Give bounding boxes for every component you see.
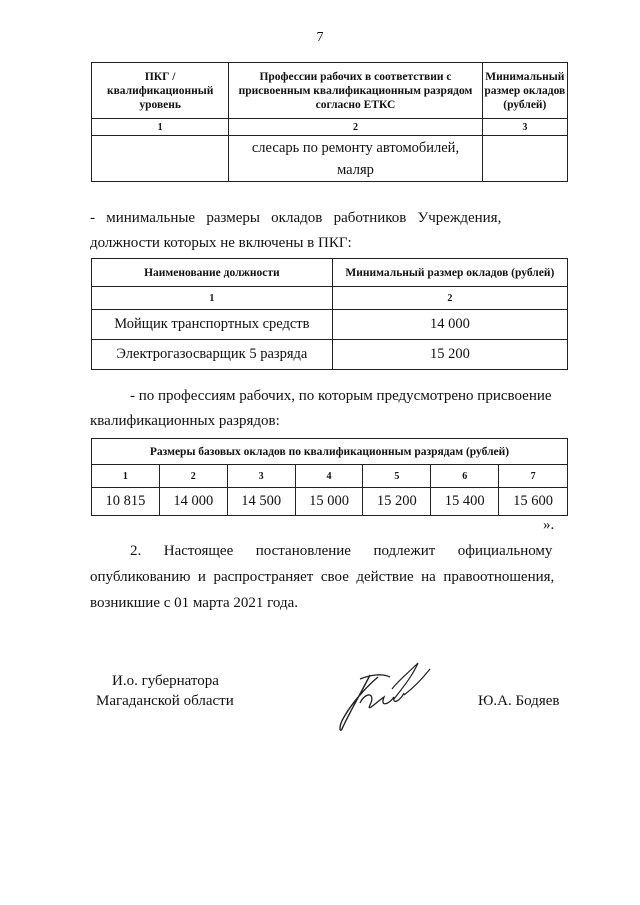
table3-salary-value: 15 000: [295, 488, 363, 516]
paragraph-line: должности которых не включены в ПКГ:: [90, 235, 352, 251]
table2-cell-salary: 15 200: [332, 340, 567, 370]
page-number: 7: [316, 30, 324, 45]
table3-salary-value: 15 600: [499, 488, 568, 516]
table1-header-professions: Профессии рабочих в соответствии с присвоенным квалификационным разрядом согласно ЕТКС: [229, 63, 482, 119]
table3-grade-number: 7: [499, 465, 568, 488]
table3-grade-number: 4: [295, 465, 363, 488]
table1-cell-pkg: [92, 136, 229, 182]
paragraph-line: опубликованию и распространяет свое действие на правоотношения,: [90, 569, 555, 585]
table2-col-number: 2: [332, 287, 567, 310]
table2-col-number: 1: [92, 287, 333, 310]
table3-salary-value: 10 815: [92, 488, 160, 516]
signatory-region: Магаданской области: [96, 693, 234, 709]
table3-grade-number: 6: [431, 465, 499, 488]
table3-grade-number: 5: [363, 465, 431, 488]
signatory-title: И.о. губернатора: [112, 673, 219, 689]
paragraph-line: 2. Настоящее постановление подлежит официальному: [130, 543, 553, 559]
paragraph-line: - по профессиям рабочих, по которым предусмотрено присвоение: [130, 388, 552, 404]
table-pkg-professions: [91, 62, 568, 182]
table1-header-salary: Минимальный размер окладов (рублей): [482, 63, 567, 119]
table2-cell-position: Электрогазосварщик 5 разряда: [92, 340, 333, 370]
table1-cell-salary: [482, 136, 567, 182]
table3-salary-value: 14 000: [159, 488, 227, 516]
table1-cell-professions: слесарь по ремонту автомобилей, маляр: [229, 136, 482, 182]
table2-cell-position: Мойщик транспортных средств: [92, 310, 333, 340]
signatory-name: Ю.А. Бодяев: [478, 693, 560, 709]
table3-salary-value: 14 500: [227, 488, 295, 516]
paragraph-line: возникшие с 01 марта 2021 года.: [90, 595, 299, 611]
handwritten-signature: [330, 655, 440, 735]
table3-salary-value: 15 400: [431, 488, 499, 516]
table3-title: Размеры базовых окладов по квалификационным разрядам (рублей): [92, 439, 568, 465]
table-positions-not-in-pkg: [91, 258, 568, 370]
table2-header-salary: Минимальный размер окладов (рублей): [332, 259, 567, 287]
table3-grade-number: 2: [159, 465, 227, 488]
table-base-salaries-by-grade: [91, 438, 568, 516]
table2-header-position: Наименование должности: [92, 259, 333, 287]
closing-quote: ».: [543, 517, 555, 533]
table2-cell-salary: 14 000: [332, 310, 567, 340]
table1-col-number: 3: [482, 119, 567, 136]
table1-col-number: 1: [92, 119, 229, 136]
table1-header-pkg: ПКГ / квалификационный уровень: [92, 63, 229, 119]
paragraph-line: - минимальные размеры окладов работников Учреждения,: [90, 210, 502, 226]
table3-grade-number: 3: [227, 465, 295, 488]
table1-col-number: 2: [229, 119, 482, 136]
paragraph-line: квалификационных разрядов:: [90, 413, 280, 429]
table3-grade-number: 1: [92, 465, 160, 488]
table3-salary-value: 15 200: [363, 488, 431, 516]
